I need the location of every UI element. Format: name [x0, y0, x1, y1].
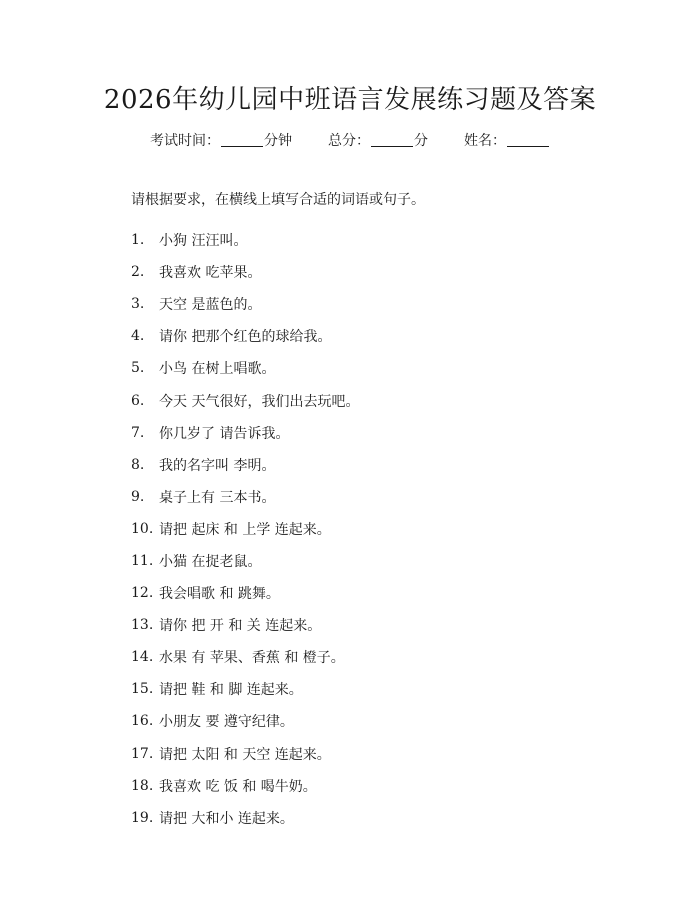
question-item [131, 417, 359, 449]
question-item [131, 256, 359, 288]
page-title: 2026年幼儿园中班语言发展练习题及答案 [103, 85, 597, 115]
exam-meta-row [0, 130, 700, 152]
question-item [131, 770, 359, 802]
question-text: 今天 天气很好，我们出去玩吧。 [159, 393, 360, 410]
question-number: 5. [131, 360, 145, 377]
question-text: 水果 有 苹果、香蕉 和 橙子。 [159, 650, 345, 667]
question-text: 请把 起床 和 上学 连起来。 [159, 521, 331, 538]
question-item [131, 673, 359, 705]
question-number: 10. [131, 520, 154, 537]
question-text: 请你 把 开 和 关 连起来。 [159, 618, 322, 635]
student-name-field [464, 130, 550, 152]
question-text: 小猫 在捉老鼠。 [159, 553, 262, 570]
question-text: 你几岁了 请告诉我。 [159, 425, 290, 442]
exam-time-field [150, 130, 292, 152]
question-number: 1. [131, 232, 145, 249]
question-text: 请你 把那个红色的球给我。 [159, 329, 332, 346]
total-score-blank [371, 132, 413, 147]
question-item [131, 320, 359, 352]
question-item [131, 288, 359, 320]
question-item [131, 577, 359, 609]
question-number: 9. [131, 488, 145, 505]
question-text: 我喜欢 吃 饭 和 喝牛奶。 [159, 778, 317, 795]
question-item [131, 224, 359, 256]
question-number: 11. [131, 552, 154, 569]
question-number: 14. [131, 649, 154, 666]
question-number: 15. [131, 681, 154, 698]
question-item [131, 705, 359, 737]
question-text: 我的名字叫 李明。 [159, 457, 276, 474]
question-number: 4. [131, 328, 145, 345]
question-number: 16. [131, 713, 154, 730]
instruction-text: 请根据要求，在横线上填写合适的词语或句子。 [131, 192, 425, 208]
question-text: 请把 太阳 和 天空 连起来。 [159, 746, 331, 763]
question-item [131, 802, 359, 834]
question-item [131, 481, 359, 513]
question-item [131, 609, 359, 641]
total-score-field [328, 130, 428, 152]
question-item [131, 641, 359, 673]
question-number: 2. [131, 264, 145, 281]
student-name-blank [507, 132, 549, 147]
question-number: 8. [131, 456, 145, 473]
question-number: 17. [131, 745, 154, 762]
question-number: 18. [131, 777, 154, 794]
question-item [131, 738, 359, 770]
question-text: 请把 大和小 连起来。 [159, 810, 294, 827]
question-list [131, 224, 359, 834]
question-number: 12. [131, 585, 154, 602]
total-score-unit: 分 [414, 133, 428, 149]
question-text: 小狗 汪汪叫。 [159, 233, 248, 250]
exam-time-blank [221, 132, 263, 147]
total-score-label: 总分： [328, 133, 370, 149]
question-number: 3. [131, 296, 145, 313]
question-text: 我喜欢 吃苹果。 [159, 265, 262, 282]
question-item [131, 513, 359, 545]
student-name-label: 姓名： [464, 133, 506, 149]
question-text: 我会唱歌 和 跳舞。 [159, 586, 280, 603]
question-number: 6. [131, 392, 145, 409]
question-text: 请把 鞋 和 脚 连起来。 [159, 682, 303, 699]
question-text: 小鸟 在树上唱歌。 [159, 361, 276, 378]
question-number: 19. [131, 809, 154, 826]
exam-time-unit: 分钟 [264, 133, 292, 149]
question-number: 7. [131, 424, 145, 441]
question-item [131, 449, 359, 481]
exam-time-label: 考试时间： [150, 133, 220, 149]
question-number: 13. [131, 617, 154, 634]
question-text: 桌子上有 三本书。 [159, 489, 276, 506]
question-item [131, 352, 359, 384]
question-item [131, 384, 359, 416]
question-text: 天空 是蓝色的。 [159, 297, 262, 314]
question-text: 小朋友 要 遵守纪律。 [159, 714, 294, 731]
question-item [131, 545, 359, 577]
